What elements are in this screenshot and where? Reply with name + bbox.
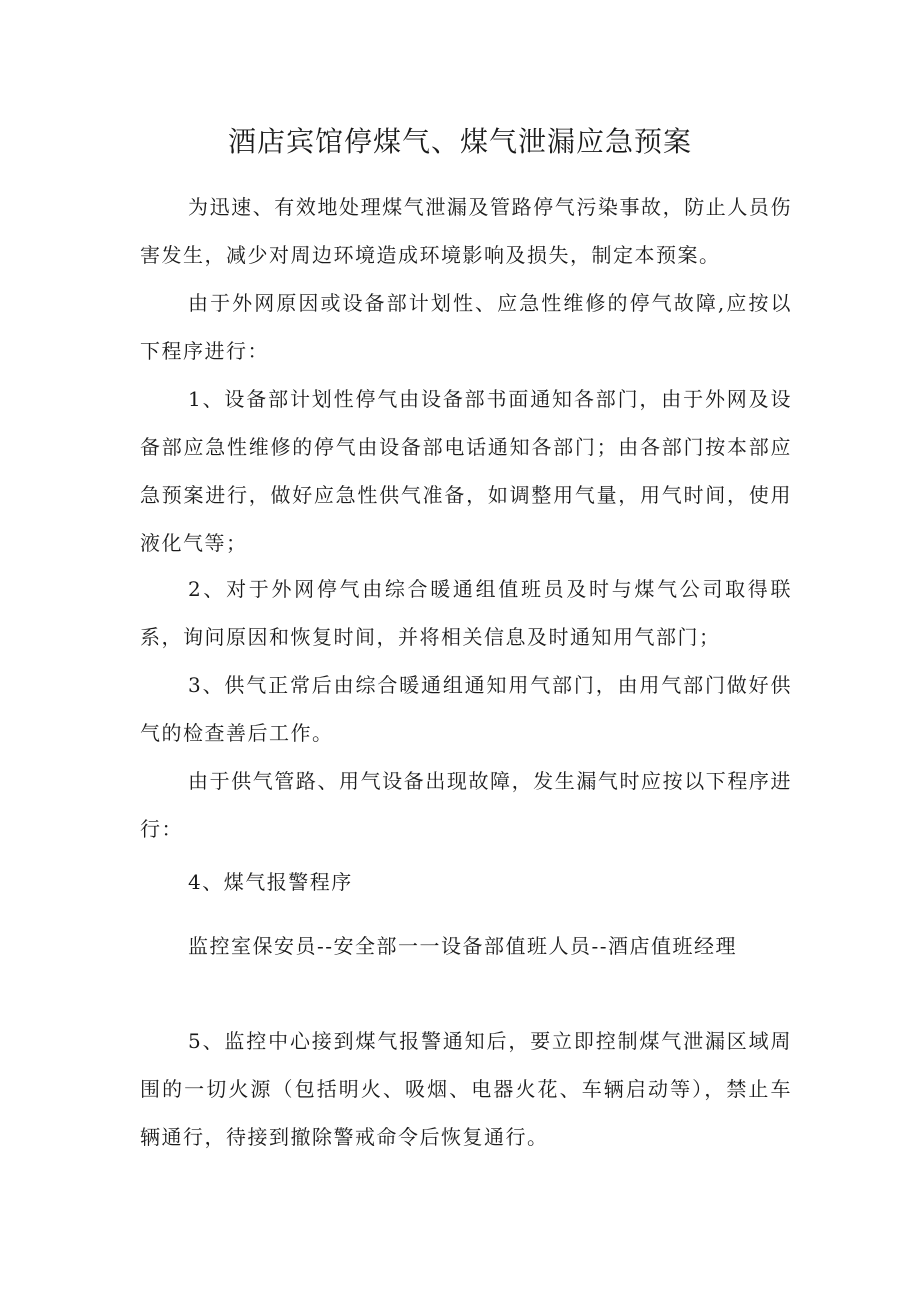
paragraph-step-1: 1、设备部计划性停气由设备部书面通知各部门，由于外网及设备部应急性维修的停气由设备部电话通知各部门；由各部门按本部应急预案进行，做好应急性供气准备，如调整用气量，用气时间，使用液化气等； (140, 387, 792, 555)
paragraph-step-3: 3、供气正常后由综合暖通组通知用气部门，由用气部门做好供气的检查善后工作。 (140, 673, 792, 745)
document-title: 酒店宾馆停煤气、煤气泄漏应急预案 (227, 125, 692, 158)
paragraph-alarm-chain: 监控室保安员--安全部一一设备部值班人员--酒店值班经理 (188, 934, 738, 958)
paragraph-leak-intro: 由于供气管路、用气设备出现故障，发生漏气时应按以下程序进行： (140, 769, 792, 841)
paragraph-step-5: 5、监控中心接到煤气报警通知后，要立即控制煤气泄漏区域周围的一切火源（包括明火、吸烟、电器火花、车辆启动等），禁止车辆通行，待接到撤除警戒命令后恢复通行。 (140, 1029, 792, 1149)
paragraph-external-network: 由于外网原因或设备部计划性、应急性维修的停气故障,应按以下程序进行： (140, 291, 792, 363)
paragraph-step-2: 2、对于外网停气由综合暖通组值班员及时与煤气公司取得联系，询问原因和恢复时间，并将相关信息及时通知用气部门； (140, 577, 792, 649)
paragraph-step-4: 4、煤气报警程序 (188, 870, 353, 894)
paragraph-intro: 为迅速、有效地处理煤气泄漏及管路停气污染事故，防止人员伤害发生，减少对周边环境造成环境影响及损失，制定本预案。 (140, 195, 792, 267)
